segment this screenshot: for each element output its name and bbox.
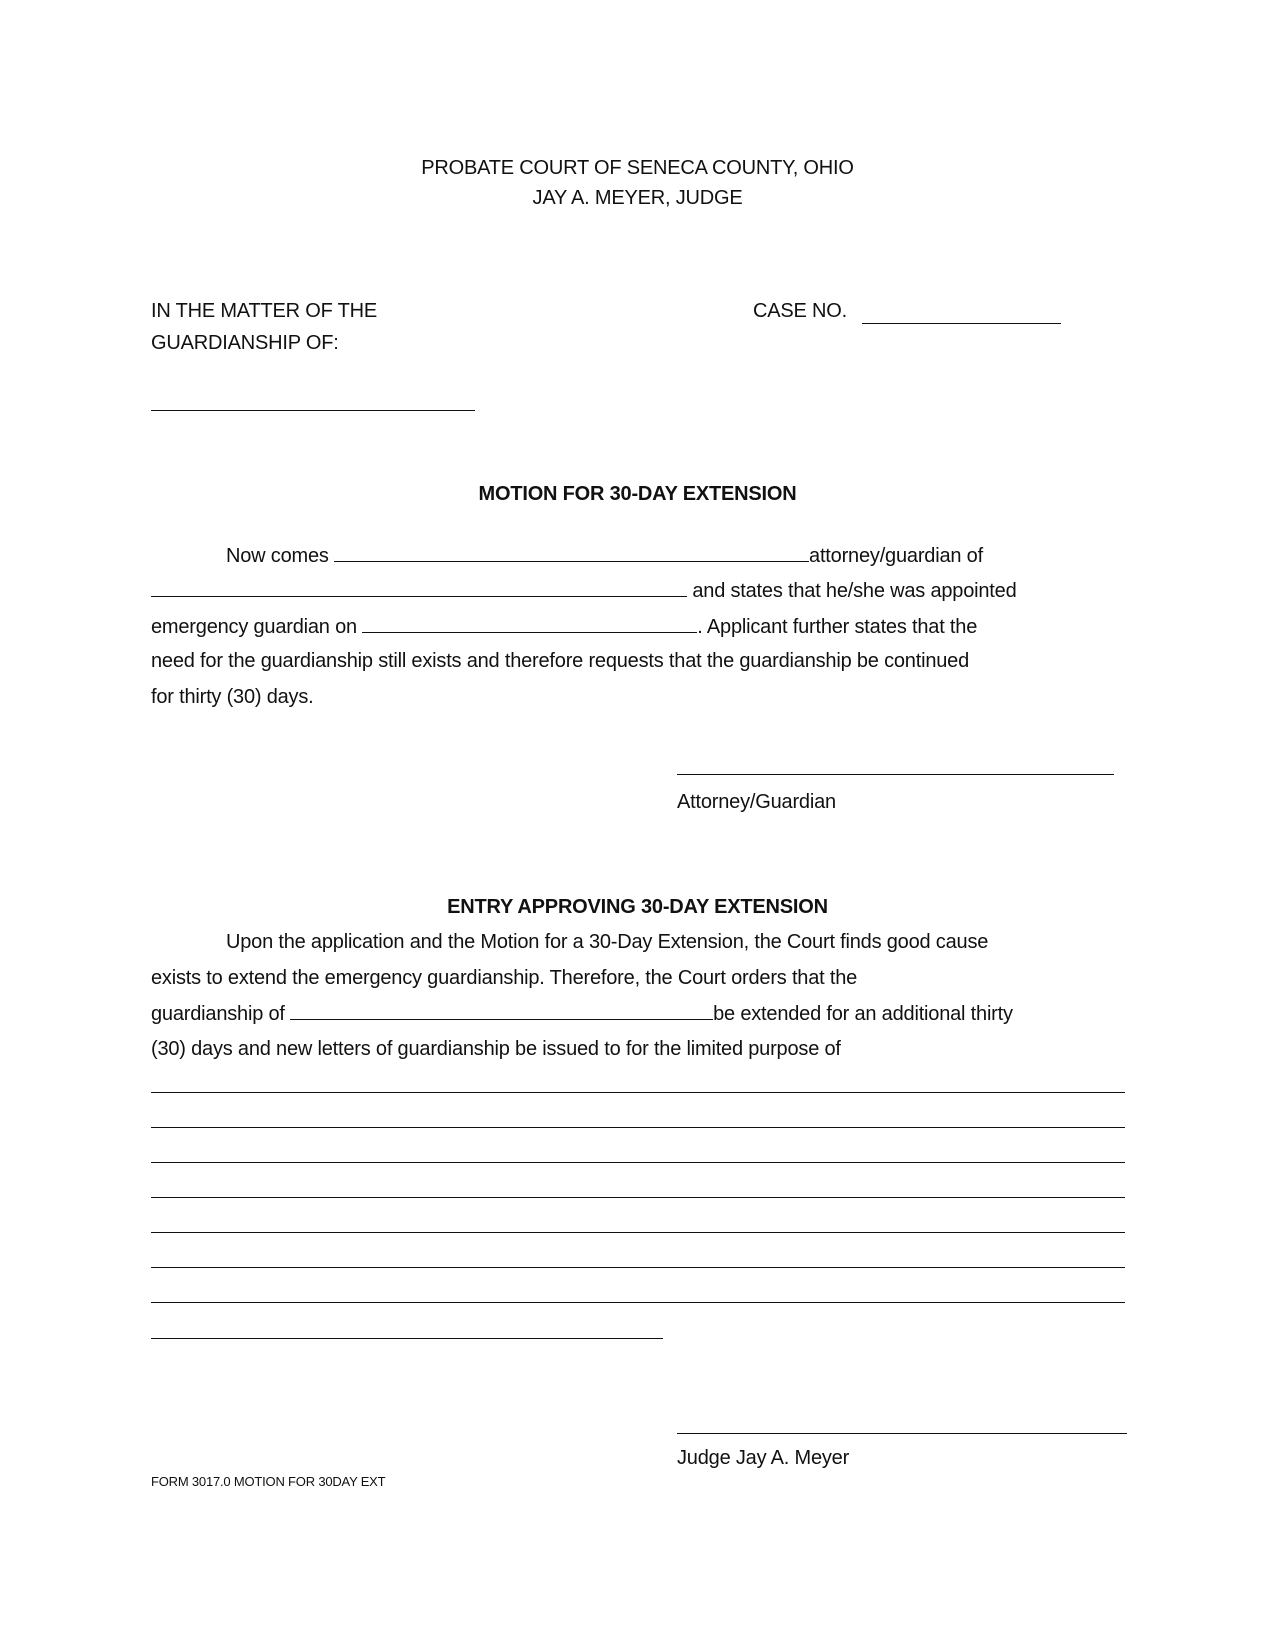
emergency-guardian-text: emergency guardian on: [151, 616, 363, 638]
purpose-line-6[interactable]: [151, 1267, 1125, 1268]
form-id-footer: FORM 3017.0 MOTION FOR 30DAY EXT: [151, 1474, 386, 1489]
purpose-line-7[interactable]: [151, 1302, 1125, 1303]
motion-line-2: [151, 578, 1017, 603]
judge-name-heading: JAY A. MEYER, JUDGE: [532, 187, 743, 209]
matter-label-line2: GUARDIANSHIP OF:: [151, 332, 339, 354]
attorney-signature-label: Attorney/Guardian: [677, 791, 836, 813]
entry-line-2: exists to extend the emergency guardianship. Therefore, the Court orders that the: [151, 967, 858, 989]
extended-text: be extended for an additional thirty: [713, 1003, 1013, 1025]
court-name-heading: PROBATE COURT OF SENECA COUNTY, OHIO: [421, 157, 854, 179]
guardianship-of-text: guardianship of: [151, 1003, 291, 1025]
attorney-signature-line[interactable]: [677, 774, 1114, 775]
attorney-guardian-of-text: attorney/guardian of: [809, 545, 983, 567]
purpose-line-4[interactable]: [151, 1197, 1125, 1198]
motion-title: MOTION FOR 30-DAY EXTENSION: [478, 483, 797, 505]
applicant-states-text: . Applicant further states that the: [697, 616, 978, 638]
purpose-line-1[interactable]: [151, 1092, 1125, 1093]
judge-signature-line[interactable]: [677, 1433, 1127, 1434]
purpose-line-8[interactable]: [151, 1338, 663, 1339]
appointed-text: and states that he/she was appointed: [687, 580, 1017, 602]
motion-line-3: [151, 614, 977, 639]
entry-ward-name-field[interactable]: [290, 1001, 713, 1020]
purpose-line-3[interactable]: [151, 1162, 1125, 1163]
entry-line-3: [151, 1001, 1013, 1026]
entry-line-1: Upon the application and the Motion for a 30-Day Extension, the Court finds good cause: [226, 931, 989, 953]
matter-label-line1: IN THE MATTER OF THE: [151, 300, 378, 322]
entry-line-4: (30) days and new letters of guardianship be issued to for the limited purpose of: [151, 1038, 841, 1060]
motion-ward-name-field[interactable]: [151, 578, 687, 597]
case-no-label: CASE NO.: [753, 300, 847, 322]
purpose-line-5[interactable]: [151, 1232, 1125, 1233]
motion-line-5: for thirty (30) days.: [151, 686, 314, 708]
purpose-line-2[interactable]: [151, 1127, 1125, 1128]
attorney-name-field[interactable]: [334, 543, 809, 562]
ward-name-field[interactable]: [151, 386, 475, 411]
case-no-field[interactable]: [862, 299, 1061, 324]
appointment-date-field[interactable]: [362, 614, 697, 633]
judge-signature-label: Judge Jay A. Meyer: [677, 1447, 850, 1469]
motion-line-1: [226, 543, 983, 568]
now-comes-text: Now comes: [226, 545, 335, 567]
motion-line-4: need for the guardianship still exists and therefore requests that the guardianship be continued: [151, 650, 970, 672]
entry-title: ENTRY APPROVING 30-DAY EXTENSION: [447, 896, 828, 918]
